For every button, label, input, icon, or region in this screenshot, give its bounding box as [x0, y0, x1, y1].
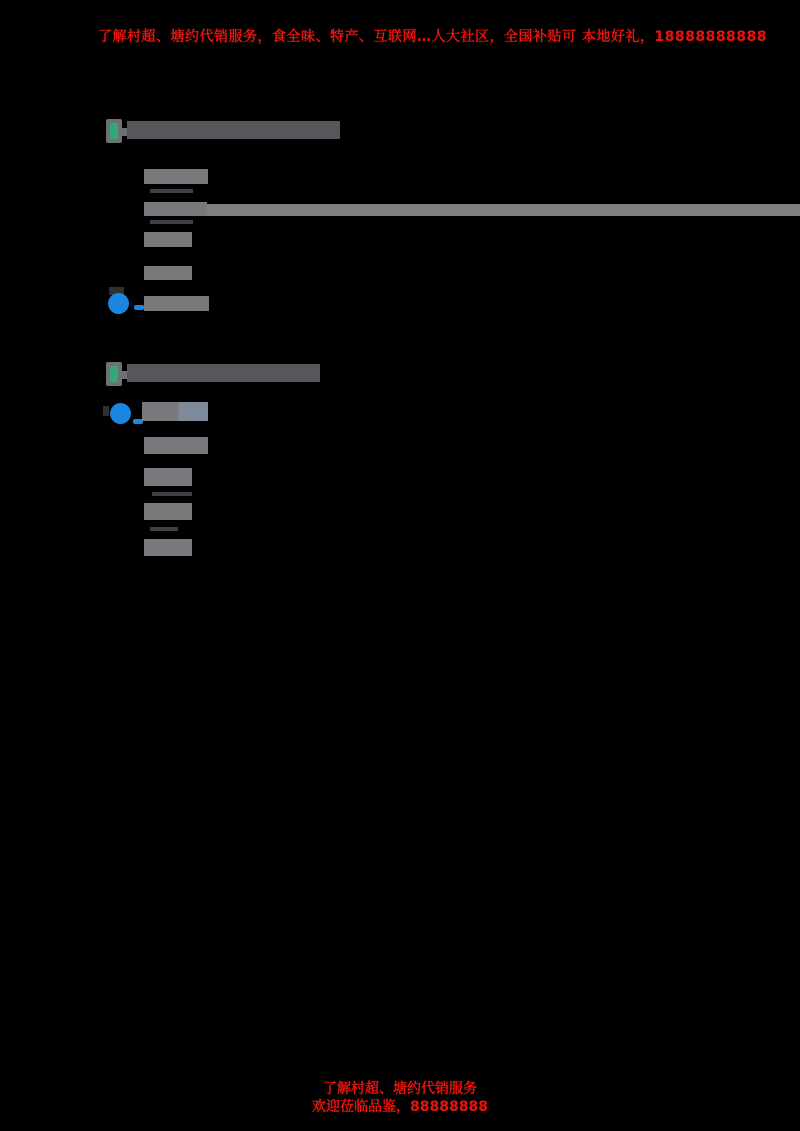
option-text-redacted[interactable]	[144, 437, 208, 454]
option-text-redacted[interactable]	[144, 503, 192, 520]
option-text-redacted[interactable]	[144, 468, 192, 486]
option-text-redacted[interactable]	[144, 539, 192, 556]
redacted-subtext	[150, 527, 178, 531]
selected-radio-icon[interactable]	[110, 403, 131, 424]
option-text-redacted[interactable]	[144, 202, 207, 216]
option-text-line-redacted[interactable]	[207, 204, 800, 216]
option-text-redacted[interactable]	[144, 169, 208, 184]
question-title-redacted	[127, 121, 340, 139]
green-bar-icon	[110, 123, 118, 139]
footer-line1: 了解村超、塘约代销服务	[323, 1081, 477, 1097]
option-text-redacted-selected[interactable]	[142, 402, 208, 421]
selected-underline	[134, 305, 144, 310]
footer-text	[0, 1080, 800, 1116]
option-text-redacted[interactable]	[144, 232, 192, 247]
option-text-redacted-selected[interactable]	[144, 296, 209, 311]
redacted-subtext	[150, 189, 193, 193]
footer-line2: 欢迎莅临品鉴，88888888	[312, 1099, 488, 1115]
question-title-redacted	[127, 364, 320, 382]
option-text-redacted[interactable]	[144, 266, 192, 280]
checkbox-ghost	[103, 406, 109, 416]
green-bar-icon	[110, 366, 118, 382]
banner-marquee-text: 了解村超、塘约代销服务，食全味、特产、互联网…人大社区，全国补贴可 本地好礼，18888888888	[98, 29, 768, 45]
redacted-subtext	[150, 220, 193, 224]
selected-radio-icon[interactable]	[108, 293, 129, 314]
redacted-subtext	[152, 492, 192, 496]
